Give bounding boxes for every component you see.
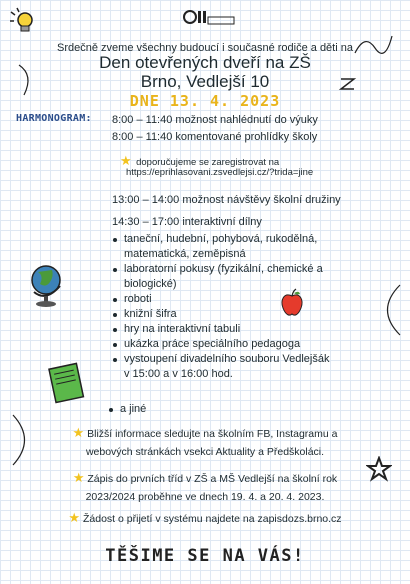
note-text: Žádost o přijetí v systému najdete na zapisdozs.brno.cz	[83, 513, 342, 525]
workshop-list	[112, 232, 382, 382]
note-text: Bližší informace sledujte na školním FB, Instagramu a	[87, 428, 338, 440]
list-item: taneční, hudební, pohybová, rukodělná,	[112, 232, 382, 247]
star-icon: ★	[72, 425, 85, 440]
list-item: vystoupení divadelního souboru Vedlejšák	[112, 352, 382, 367]
school-logo	[183, 8, 235, 30]
closing-text: TĚŠIME SE NA VÁS!	[105, 546, 305, 566]
list-item: ukázka práce speciálního pedagoga	[112, 337, 382, 352]
list-item: hry na interaktivní tabuli	[112, 322, 382, 337]
harmonogram-label: HARMONOGRAM:	[16, 113, 92, 124]
list-item: biologické)	[124, 278, 177, 290]
star-icon: ★	[72, 470, 85, 485]
list-item: v 15:00 a v 16:00 hod.	[124, 368, 233, 380]
info-note	[30, 425, 380, 461]
star-icon: ★	[120, 153, 132, 168]
list-item: roboti	[112, 292, 382, 307]
note-text: 2023/2024 proběhne ve dnech 19. 4. a 20. 4. 2023.	[85, 491, 325, 503]
list-item: knižní šifra	[112, 307, 382, 322]
program-line: 13:00 – 14:00 možnost návštěvy školní družiny	[112, 194, 341, 206]
invite-text: Srdečně zveme všechny budoucí i současné rodiče a děti na	[57, 42, 353, 54]
star-icon: ★	[68, 510, 81, 525]
program-line: 14:30 – 17:00 interaktivní dílny	[112, 216, 262, 228]
notebook-icon	[44, 360, 89, 405]
registration-text: doporučujeme se zaregistrovat na	[136, 157, 280, 168]
workshop-list-end	[108, 402, 146, 417]
program-line: 8:00 – 11:40 možnost nahlédnutí do výuky	[112, 114, 318, 126]
page-subtitle: Brno, Vedlejší 10	[140, 72, 270, 91]
enrollment-note	[30, 470, 380, 506]
note-text: webových stránkách vsekci Aktuality a Předškoláci.	[85, 446, 325, 458]
registration-link[interactable]: https://eprihlasovani.zsvedlejsi.cz/?trida=jine	[126, 167, 314, 178]
list-item: a jiné	[108, 402, 146, 417]
program-line: 8:00 – 11:40 komentované prohlídky školy	[112, 131, 318, 143]
event-date: DNE 13. 4. 2023	[129, 92, 281, 110]
note-text: Zápis do prvních tříd v ZŠ a MŠ Vedlejší na školní rok	[87, 473, 338, 485]
globe-icon	[26, 262, 66, 307]
lightbulb-icon	[8, 6, 38, 36]
application-note	[30, 510, 380, 528]
list-item: laboratorní pokusy (fyzikální, chemické a	[112, 262, 382, 277]
list-item: matematická, zeměpisná	[124, 248, 246, 260]
page-title: Den otevřených dveří na ZŠ	[99, 53, 311, 72]
